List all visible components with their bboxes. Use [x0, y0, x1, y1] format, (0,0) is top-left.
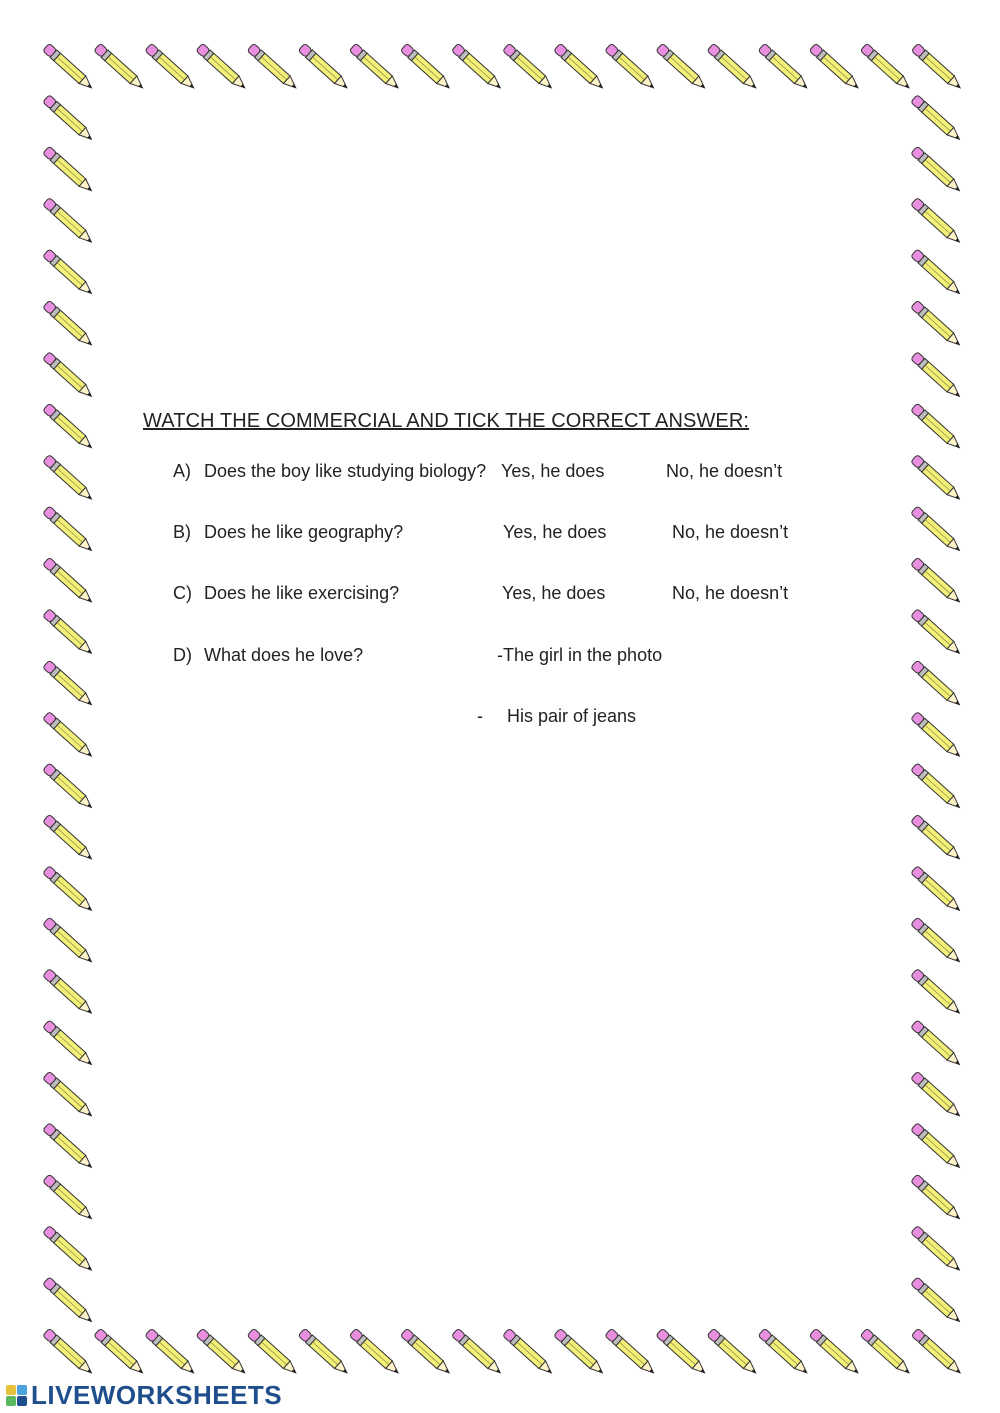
pencil-icon — [43, 866, 96, 915]
pencil-icon — [196, 1328, 249, 1377]
pencil-icon — [247, 1328, 300, 1377]
pencil-icon — [43, 249, 96, 298]
pencil-icon — [911, 609, 964, 658]
pencil-icon — [298, 43, 351, 92]
answer-yes[interactable]: Yes, he does — [503, 522, 607, 542]
pencil-icon — [707, 43, 760, 92]
pencil-icon — [911, 763, 964, 812]
pencil-icon — [94, 43, 147, 92]
pencil-icon — [911, 814, 964, 863]
pencil-icon — [554, 1328, 607, 1377]
question-b — [173, 522, 873, 546]
pencil-icon — [349, 1328, 402, 1377]
pencil-icon — [911, 249, 964, 298]
pencil-icon — [911, 1174, 964, 1223]
pencil-icon — [43, 763, 96, 812]
pencil-icon — [911, 557, 964, 606]
pencil-icon — [503, 1328, 556, 1377]
pencil-icon — [911, 95, 964, 144]
question-letter: B) — [173, 522, 191, 542]
pencil-icon — [554, 43, 607, 92]
pencil-icon — [911, 1020, 964, 1069]
branding — [6, 1380, 282, 1411]
pencil-icon — [911, 1277, 964, 1326]
pencil-icon — [911, 197, 964, 246]
pencil-icon — [145, 1328, 198, 1377]
pencil-icon — [809, 43, 862, 92]
pencil-icon — [451, 1328, 504, 1377]
pencil-icon — [349, 43, 402, 92]
pencil-icon — [911, 1071, 964, 1120]
option-dash: - — [477, 706, 483, 726]
question-text: Does the boy like studying biology? — [204, 461, 487, 481]
pencil-icon — [43, 197, 96, 246]
answer-no[interactable]: No, he doesn’t — [672, 522, 789, 542]
question-c — [173, 583, 873, 607]
pencil-icon — [43, 711, 96, 760]
pencil-icon — [809, 1328, 862, 1377]
pencil-icon — [911, 506, 964, 555]
pencil-icon — [43, 1020, 96, 1069]
pencil-icon — [758, 1328, 811, 1377]
answer-no[interactable]: No, he doesn’t — [672, 583, 789, 603]
brand-name: LIVEWORKSHEETS — [31, 1380, 283, 1410]
pencil-icon — [911, 968, 964, 1017]
pencil-icon — [911, 352, 964, 401]
pencil-icon — [758, 43, 811, 92]
pencil-icon — [911, 1123, 964, 1172]
pencil-icon — [911, 1328, 964, 1377]
pencil-icon — [860, 1328, 913, 1377]
pencil-icon — [43, 968, 96, 1017]
pencil-icon — [605, 43, 658, 92]
question-text: Does he like geography? — [204, 522, 404, 542]
question-letter: C) — [173, 583, 192, 603]
pencil-icon — [43, 1328, 96, 1377]
pencil-icon — [43, 43, 96, 92]
pencil-icon — [43, 557, 96, 606]
pencil-icon — [298, 1328, 351, 1377]
answer-yes[interactable]: Yes, he does — [501, 461, 605, 481]
pencil-icon — [400, 43, 453, 92]
pencil-icon — [911, 866, 964, 915]
pencil-icon — [911, 660, 964, 709]
pencil-icon — [451, 43, 504, 92]
pencil-icon — [911, 917, 964, 966]
pencil-icon — [43, 1071, 96, 1120]
pencil-icon — [196, 43, 249, 92]
pencil-icon — [94, 1328, 147, 1377]
pencil-icon — [911, 403, 964, 452]
question-text: Does he like exercising? — [204, 583, 400, 603]
pencil-icon — [43, 609, 96, 658]
pencil-icon — [43, 300, 96, 349]
pencil-icon — [43, 403, 96, 452]
pencil-icon — [911, 1225, 964, 1274]
pencil-icon — [43, 454, 96, 503]
answer-option-2[interactable]: His pair of jeans — [507, 706, 637, 726]
pencil-icon — [43, 1277, 96, 1326]
question-a — [173, 461, 873, 485]
question-d — [173, 645, 873, 735]
brand-logo-icon — [6, 1385, 27, 1406]
pencil-icon — [43, 146, 96, 195]
pencil-icon — [605, 1328, 658, 1377]
pencil-icon — [911, 711, 964, 760]
pencil-icon — [707, 1328, 760, 1377]
pencil-icon — [656, 43, 709, 92]
pencil-icon — [43, 1225, 96, 1274]
pencil-icon — [43, 814, 96, 863]
pencil-icon — [43, 506, 96, 555]
pencil-icon — [911, 146, 964, 195]
answer-yes[interactable]: Yes, he does — [502, 583, 606, 603]
pencil-icon — [43, 660, 96, 709]
pencil-icon — [43, 352, 96, 401]
pencil-icon — [43, 917, 96, 966]
pencil-icon — [400, 1328, 453, 1377]
answer-no[interactable]: No, he doesn’t — [666, 461, 783, 481]
answer-option-1[interactable]: -The girl in the photo — [497, 645, 663, 665]
pencil-icon — [911, 43, 964, 92]
pencil-icon — [911, 300, 964, 349]
pencil-icon — [43, 95, 96, 144]
worksheet-title: WATCH THE COMMERCIAL AND TICK THE CORRECT ANSWER: — [143, 410, 750, 432]
pencil-icon — [145, 43, 198, 92]
pencil-icon — [43, 1174, 96, 1223]
pencil-icon — [911, 454, 964, 503]
pencil-icon — [860, 43, 913, 92]
pencil-icon — [247, 43, 300, 92]
pencil-icon — [503, 43, 556, 92]
pencil-icon — [43, 1123, 96, 1172]
question-text: What does he love? — [204, 645, 364, 665]
pencil-icon — [656, 1328, 709, 1377]
question-letter: A) — [173, 461, 191, 481]
question-letter: D) — [173, 645, 192, 665]
